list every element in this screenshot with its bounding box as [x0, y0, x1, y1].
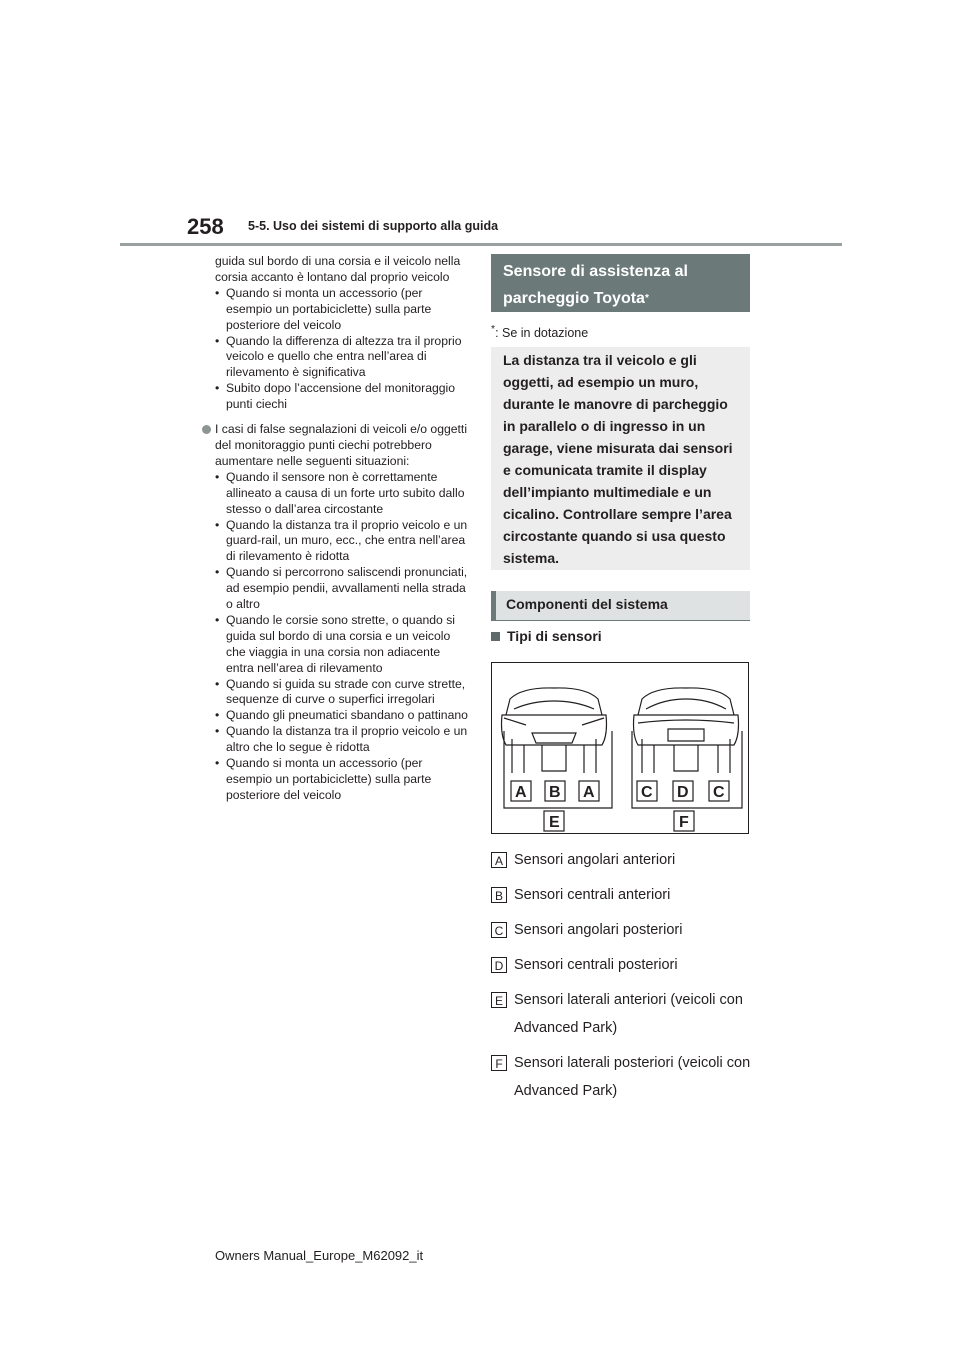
legend-text: Sensori laterali posteriori (veicoli con Advanced Park) [514, 1055, 751, 1099]
list-item: • Subito dopo l’accensione del monitoraggio punti ciechi [215, 381, 471, 413]
legend-item [491, 916, 761, 944]
heading-text: Sensore di assistenza al parcheggio Toyota [503, 263, 688, 307]
square-bullet-icon [491, 632, 500, 641]
legend-key: D [491, 957, 507, 973]
legend-item [491, 881, 761, 909]
sensor-legend [491, 846, 761, 1112]
legend-item [491, 951, 761, 979]
list-item: • Quando la distanza tra il proprio veicolo e un guard-rail, un muro, ecc., che entra nell’area di rilevamento è ridotta [215, 518, 471, 566]
diagram-label: A [583, 784, 595, 801]
footer-text: Owners Manual_Europe_M62092_it [215, 1248, 424, 1263]
legend-text: Sensori angolari posteriori [514, 922, 683, 938]
sensor-diagram-svg [492, 663, 748, 833]
legend-item [491, 846, 761, 874]
section-heading-dark [491, 254, 750, 312]
legend-key: E [491, 992, 507, 1008]
legend-key: B [491, 887, 507, 903]
list-item: • Quando gli pneumatici sbandano o pattinano [215, 708, 471, 724]
list-item: • Quando si monta un accessorio (per esempio un portabiciclette) sulla parte posteriore del veicolo [215, 286, 471, 334]
list-item: • Quando si guida su strade con curve strette, sequenze di curve o superfici irregolari [215, 677, 471, 709]
list-item: • Quando le corsie sono strette, o quando si guida sul bordo di una corsia e un veicolo che viaggia in una corsia non adiacente entra nell’area di rilevamento [215, 613, 471, 677]
circle-paragraph-text: I casi di false segnalazioni di veicoli e/o oggetti del monitoraggio punti ciechi potrebbero aumentare nelle seguenti situazioni: [215, 422, 468, 468]
diagram-label: F [679, 814, 689, 831]
legend-item [491, 1049, 761, 1105]
list-item: • Quando il sensore non è correttamente allineato a causa di un forte urto subito dallo stesso o dall’area circostante [215, 470, 471, 518]
left-column [215, 254, 471, 804]
legend-key: F [491, 1055, 507, 1071]
legend-text: Sensori laterali anteriori (veicoli con Advanced Park) [514, 992, 743, 1036]
legend-text: Sensori angolari anteriori [514, 852, 676, 868]
sensor-diagram [491, 662, 749, 834]
legend-text: Sensori centrali posteriori [514, 957, 678, 973]
legend-key: A [491, 852, 507, 868]
diagram-label: D [677, 784, 689, 801]
diagram-label: B [549, 784, 561, 801]
footnote-text: : Se in dotazione [495, 326, 589, 341]
diagram-label: E [549, 814, 560, 831]
header-rule [120, 243, 842, 246]
circle-bullet-icon [202, 425, 211, 434]
label-boxes [511, 781, 729, 831]
subheading [491, 628, 602, 644]
continuation-text: guida sul bordo di una corsia e il veicolo nella corsia accanto è lontano dal proprio veicolo [215, 254, 461, 284]
diagram-label: A [515, 784, 527, 801]
list-item: • Quando la distanza tra il proprio veicolo e un altro che lo segue è ridotta [215, 724, 471, 756]
list-item: • Quando la differenza di altezza tra il proprio veicolo e quello che entra nell’area di rilevamento è significativa [215, 334, 471, 382]
asterisk-mark: * [644, 293, 649, 304]
intro-text: La distanza tra il veicolo e gli oggetti, ad esempio un muro, durante le manovre di parcheggio in parallelo o di ingresso in un garage, viene misurata dai sensori e comunicata tramite il display dell’impianto multimediale e un cicalino. Controllare sempre l’area circostante quando si usa questo sistema. [503, 352, 733, 566]
legend-text: Sensori centrali anteriori [514, 887, 671, 903]
page-number: 258 [187, 214, 224, 239]
list-item: • Quando si percorrono saliscendi pronunciati, ad esempio pendii, avvallamenti nella strada o altro [215, 565, 471, 613]
diagram-label: C [641, 784, 653, 801]
subheading-text: Tipi di sensori [507, 628, 602, 644]
circle-paragraph [215, 422, 471, 470]
list-item: • Quando si monta un accessorio (per esempio un portabiciclette) sulla parte posteriore del veicolo [215, 756, 471, 804]
intro-box [491, 347, 750, 570]
components-heading: Componenti del sistema [491, 591, 750, 621]
legend-item [491, 986, 761, 1042]
section-title: 5-5. Uso dei sistemi di supporto alla guida [248, 219, 499, 233]
legend-key: C [491, 922, 507, 938]
footnote-mark: * [491, 324, 496, 335]
diagram-label: C [713, 784, 725, 801]
footnote [491, 324, 588, 340]
